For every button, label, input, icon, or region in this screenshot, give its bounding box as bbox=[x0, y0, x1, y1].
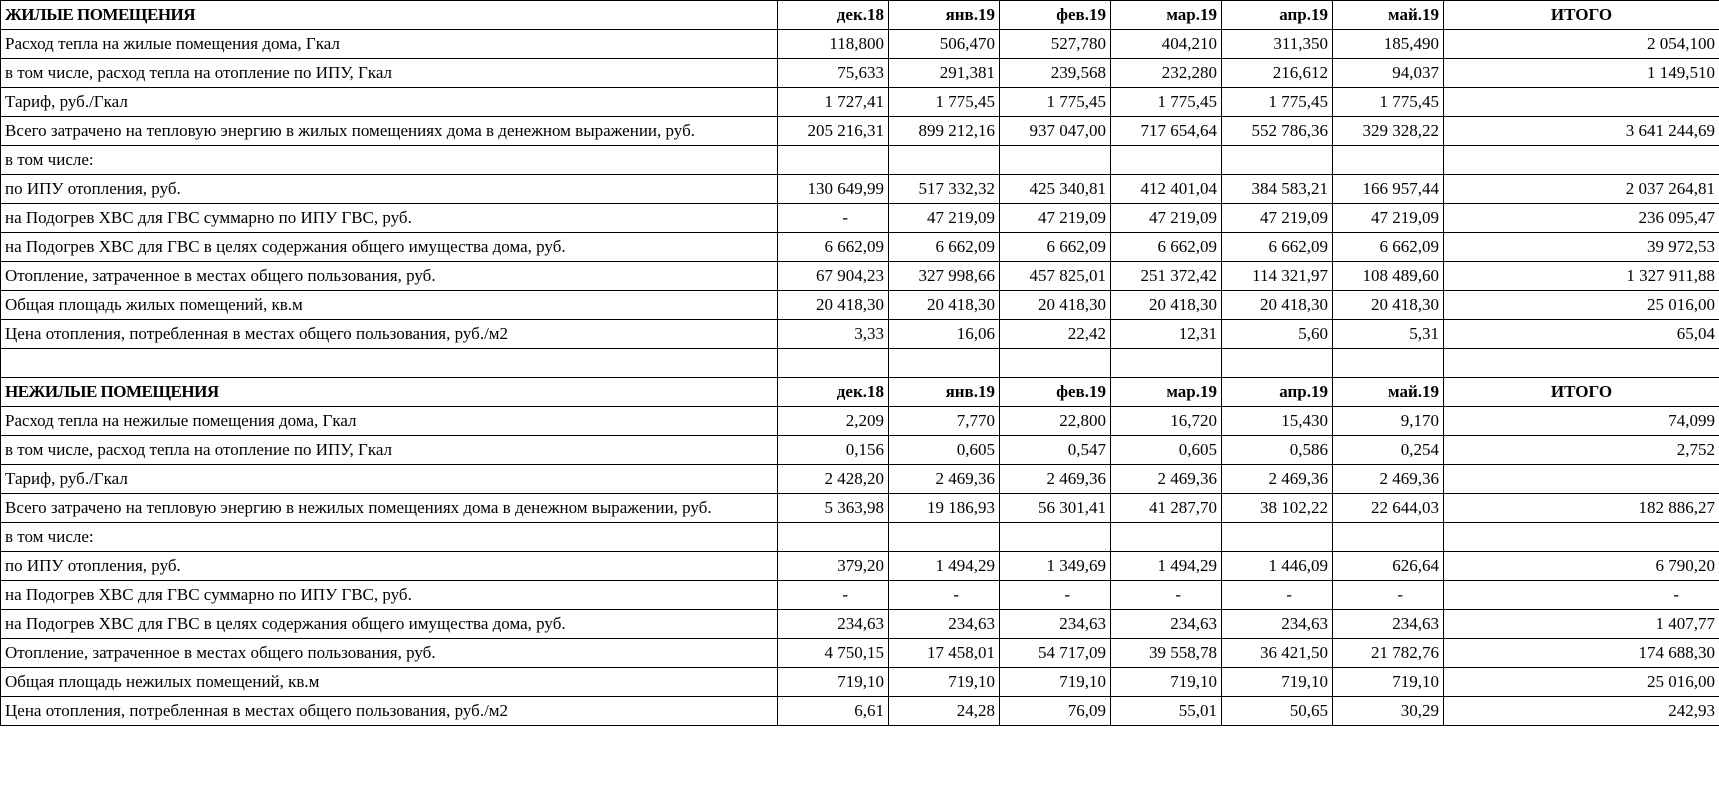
value-cell: 2 469,36 bbox=[1222, 465, 1333, 494]
value-cell: 22 644,03 bbox=[1333, 494, 1444, 523]
month-header: май.19 bbox=[1333, 1, 1444, 30]
row-label: в том числе: bbox=[1, 146, 778, 175]
month-header: фев.19 bbox=[1000, 378, 1111, 407]
value-cell: 6 662,09 bbox=[1333, 233, 1444, 262]
value-cell bbox=[889, 523, 1000, 552]
value-cell: 0,156 bbox=[778, 436, 889, 465]
value-cell: 1 775,45 bbox=[1000, 88, 1111, 117]
empty-cell bbox=[1333, 349, 1444, 378]
value-cell: 0,605 bbox=[1111, 436, 1222, 465]
empty-cell bbox=[1111, 349, 1222, 378]
value-cell: 47 219,09 bbox=[1333, 204, 1444, 233]
value-cell: 234,63 bbox=[1333, 610, 1444, 639]
value-cell: 114 321,97 bbox=[1222, 262, 1333, 291]
row-label: Тариф, руб./Гкал bbox=[1, 465, 778, 494]
table-row bbox=[1, 117, 1719, 146]
value-cell: - bbox=[1111, 581, 1222, 610]
table-row bbox=[1, 436, 1719, 465]
value-cell: 234,63 bbox=[778, 610, 889, 639]
value-cell: 1 775,45 bbox=[889, 88, 1000, 117]
empty-cell bbox=[889, 349, 1000, 378]
empty-cell bbox=[778, 349, 889, 378]
total-cell: 74,099 bbox=[1444, 407, 1719, 436]
value-cell: 24,28 bbox=[889, 697, 1000, 726]
value-cell: - bbox=[778, 204, 889, 233]
month-header: апр.19 bbox=[1222, 378, 1333, 407]
total-cell: 39 972,53 bbox=[1444, 233, 1719, 262]
value-cell: 55,01 bbox=[1111, 697, 1222, 726]
value-cell: 384 583,21 bbox=[1222, 175, 1333, 204]
value-cell: 47 219,09 bbox=[1000, 204, 1111, 233]
row-label: в том числе, расход тепла на отопление по ИПУ, Гкал bbox=[1, 436, 778, 465]
row-label: Тариф, руб./Гкал bbox=[1, 88, 778, 117]
value-cell: 6 662,09 bbox=[1111, 233, 1222, 262]
value-cell: 6 662,09 bbox=[1222, 233, 1333, 262]
value-cell bbox=[1222, 523, 1333, 552]
value-cell: 717 654,64 bbox=[1111, 117, 1222, 146]
value-cell: 2 469,36 bbox=[1333, 465, 1444, 494]
value-cell: 67 904,23 bbox=[778, 262, 889, 291]
value-cell: 47 219,09 bbox=[1111, 204, 1222, 233]
section-title: ЖИЛЫЕ ПОМЕЩЕНИЯ bbox=[1, 1, 778, 30]
row-label: на Подогрев ХВС для ГВС в целях содержания общего имущества дома, руб. bbox=[1, 233, 778, 262]
value-cell bbox=[1111, 146, 1222, 175]
value-cell: 1 446,09 bbox=[1222, 552, 1333, 581]
value-cell: - bbox=[1333, 581, 1444, 610]
value-cell: 0,586 bbox=[1222, 436, 1333, 465]
value-cell: 12,31 bbox=[1111, 320, 1222, 349]
total-cell: 236 095,47 bbox=[1444, 204, 1719, 233]
row-label: на Подогрев ХВС для ГВС в целях содержания общего имущества дома, руб. bbox=[1, 610, 778, 639]
total-cell: - bbox=[1444, 581, 1719, 610]
total-cell: 1 149,510 bbox=[1444, 59, 1719, 88]
value-cell: 379,20 bbox=[778, 552, 889, 581]
value-cell: 20 418,30 bbox=[1111, 291, 1222, 320]
month-header: дек.18 bbox=[778, 1, 889, 30]
value-cell: 22,42 bbox=[1000, 320, 1111, 349]
value-cell: - bbox=[778, 581, 889, 610]
value-cell: 216,612 bbox=[1222, 59, 1333, 88]
value-cell: 21 782,76 bbox=[1333, 639, 1444, 668]
value-cell: 3,33 bbox=[778, 320, 889, 349]
value-cell: - bbox=[889, 581, 1000, 610]
value-cell: 20 418,30 bbox=[1222, 291, 1333, 320]
table-row bbox=[1, 668, 1719, 697]
value-cell: 1 494,29 bbox=[1111, 552, 1222, 581]
table-row bbox=[1, 639, 1719, 668]
value-cell: 15,430 bbox=[1222, 407, 1333, 436]
row-label: по ИПУ отопления, руб. bbox=[1, 552, 778, 581]
value-cell: 1 727,41 bbox=[778, 88, 889, 117]
table-row bbox=[1, 320, 1719, 349]
value-cell: 6,61 bbox=[778, 697, 889, 726]
value-cell: 0,547 bbox=[1000, 436, 1111, 465]
value-cell: 166 957,44 bbox=[1333, 175, 1444, 204]
row-label: Расход тепла на жилые помещения дома, Гкал bbox=[1, 30, 778, 59]
value-cell: 234,63 bbox=[1111, 610, 1222, 639]
table-row bbox=[1, 523, 1719, 552]
month-header: фев.19 bbox=[1000, 1, 1111, 30]
table-row bbox=[1, 146, 1719, 175]
table-row bbox=[1, 291, 1719, 320]
value-cell: 232,280 bbox=[1111, 59, 1222, 88]
empty-cell bbox=[1, 349, 778, 378]
value-cell: 719,10 bbox=[889, 668, 1000, 697]
value-cell: 2 469,36 bbox=[889, 465, 1000, 494]
value-cell: 4 750,15 bbox=[778, 639, 889, 668]
value-cell: 517 332,32 bbox=[889, 175, 1000, 204]
value-cell: 457 825,01 bbox=[1000, 262, 1111, 291]
month-header: мар.19 bbox=[1111, 1, 1222, 30]
total-cell bbox=[1444, 146, 1719, 175]
value-cell: 719,10 bbox=[1333, 668, 1444, 697]
value-cell: 6 662,09 bbox=[778, 233, 889, 262]
table-row bbox=[1, 262, 1719, 291]
table-row bbox=[1, 407, 1719, 436]
section-header-row bbox=[1, 378, 1719, 407]
total-cell: 6 790,20 bbox=[1444, 552, 1719, 581]
value-cell: 2 469,36 bbox=[1000, 465, 1111, 494]
value-cell bbox=[1000, 523, 1111, 552]
total-cell: 2 037 264,81 bbox=[1444, 175, 1719, 204]
value-cell: 130 649,99 bbox=[778, 175, 889, 204]
value-cell: 719,10 bbox=[1222, 668, 1333, 697]
value-cell: - bbox=[1000, 581, 1111, 610]
value-cell: 1 349,69 bbox=[1000, 552, 1111, 581]
spacer-row bbox=[1, 349, 1719, 378]
table-row bbox=[1, 494, 1719, 523]
total-cell: 182 886,27 bbox=[1444, 494, 1719, 523]
value-cell: 38 102,22 bbox=[1222, 494, 1333, 523]
section-header-row bbox=[1, 1, 1719, 30]
row-label: в том числе: bbox=[1, 523, 778, 552]
value-cell: 0,254 bbox=[1333, 436, 1444, 465]
total-cell: 2,752 bbox=[1444, 436, 1719, 465]
empty-cell bbox=[1000, 349, 1111, 378]
value-cell: 22,800 bbox=[1000, 407, 1111, 436]
value-cell: 16,720 bbox=[1111, 407, 1222, 436]
value-cell bbox=[1333, 146, 1444, 175]
value-cell: 54 717,09 bbox=[1000, 639, 1111, 668]
row-label: Всего затрачено на тепловую энергию в нежилых помещениях дома в денежном выражении, руб. bbox=[1, 494, 778, 523]
value-cell: 234,63 bbox=[1000, 610, 1111, 639]
table-row bbox=[1, 175, 1719, 204]
value-cell: 56 301,41 bbox=[1000, 494, 1111, 523]
value-cell: 1 494,29 bbox=[889, 552, 1000, 581]
total-header: ИТОГО bbox=[1444, 1, 1719, 30]
month-header: янв.19 bbox=[889, 378, 1000, 407]
table-row bbox=[1, 465, 1719, 494]
row-label: Всего затрачено на тепловую энергию в жилых помещениях дома в денежном выражении, руб. bbox=[1, 117, 778, 146]
table-row bbox=[1, 552, 1719, 581]
value-cell: 552 786,36 bbox=[1222, 117, 1333, 146]
value-cell: 899 212,16 bbox=[889, 117, 1000, 146]
table-row bbox=[1, 610, 1719, 639]
value-cell: 527,780 bbox=[1000, 30, 1111, 59]
month-header: дек.18 bbox=[778, 378, 889, 407]
value-cell: 6 662,09 bbox=[889, 233, 1000, 262]
value-cell: 5,60 bbox=[1222, 320, 1333, 349]
empty-cell bbox=[1444, 349, 1719, 378]
value-cell: 19 186,93 bbox=[889, 494, 1000, 523]
value-cell: 20 418,30 bbox=[889, 291, 1000, 320]
value-cell: - bbox=[1222, 581, 1333, 610]
value-cell: 1 775,45 bbox=[1333, 88, 1444, 117]
value-cell: 412 401,04 bbox=[1111, 175, 1222, 204]
value-cell: 20 418,30 bbox=[1000, 291, 1111, 320]
value-cell: 311,350 bbox=[1222, 30, 1333, 59]
row-label: Цена отопления, потребленная в местах общего пользования, руб./м2 bbox=[1, 320, 778, 349]
value-cell: 20 418,30 bbox=[1333, 291, 1444, 320]
value-cell: 47 219,09 bbox=[1222, 204, 1333, 233]
value-cell: 251 372,42 bbox=[1111, 262, 1222, 291]
value-cell: 425 340,81 bbox=[1000, 175, 1111, 204]
month-header: май.19 bbox=[1333, 378, 1444, 407]
value-cell: 5,31 bbox=[1333, 320, 1444, 349]
value-cell: 2 469,36 bbox=[1111, 465, 1222, 494]
value-cell: 2,209 bbox=[778, 407, 889, 436]
month-header: мар.19 bbox=[1111, 378, 1222, 407]
value-cell: 20 418,30 bbox=[778, 291, 889, 320]
value-cell: 937 047,00 bbox=[1000, 117, 1111, 146]
row-label: по ИПУ отопления, руб. bbox=[1, 175, 778, 204]
value-cell: 30,29 bbox=[1333, 697, 1444, 726]
value-cell: 626,64 bbox=[1333, 552, 1444, 581]
total-cell bbox=[1444, 88, 1719, 117]
row-label: Общая площадь жилых помещений, кв.м bbox=[1, 291, 778, 320]
value-cell: 291,381 bbox=[889, 59, 1000, 88]
value-cell bbox=[1333, 523, 1444, 552]
value-cell: 329 328,22 bbox=[1333, 117, 1444, 146]
total-cell: 2 054,100 bbox=[1444, 30, 1719, 59]
row-label: в том числе, расход тепла на отопление по ИПУ, Гкал bbox=[1, 59, 778, 88]
row-label: на Подогрев ХВС для ГВС суммарно по ИПУ ГВС, руб. bbox=[1, 581, 778, 610]
row-label: Общая площадь нежилых помещений, кв.м bbox=[1, 668, 778, 697]
value-cell: 75,633 bbox=[778, 59, 889, 88]
value-cell bbox=[1111, 523, 1222, 552]
table-body bbox=[1, 1, 1719, 726]
value-cell: 118,800 bbox=[778, 30, 889, 59]
value-cell: 39 558,78 bbox=[1111, 639, 1222, 668]
section-title: НЕЖИЛЫЕ ПОМЕЩЕНИЯ bbox=[1, 378, 778, 407]
table-row bbox=[1, 204, 1719, 233]
total-cell: 1 407,77 bbox=[1444, 610, 1719, 639]
value-cell bbox=[778, 146, 889, 175]
total-cell: 1 327 911,88 bbox=[1444, 262, 1719, 291]
value-cell: 719,10 bbox=[778, 668, 889, 697]
value-cell: 1 775,45 bbox=[1111, 88, 1222, 117]
total-cell: 242,93 bbox=[1444, 697, 1719, 726]
table-row bbox=[1, 581, 1719, 610]
row-label: Отопление, затраченное в местах общего пользования, руб. bbox=[1, 262, 778, 291]
value-cell: 234,63 bbox=[1222, 610, 1333, 639]
total-header: ИТОГО bbox=[1444, 378, 1719, 407]
table-row bbox=[1, 30, 1719, 59]
row-label: Цена отопления, потребленная в местах общего пользования, руб./м2 bbox=[1, 697, 778, 726]
total-cell bbox=[1444, 465, 1719, 494]
value-cell: 36 421,50 bbox=[1222, 639, 1333, 668]
value-cell: 0,605 bbox=[889, 436, 1000, 465]
month-header: апр.19 bbox=[1222, 1, 1333, 30]
value-cell bbox=[1222, 146, 1333, 175]
table-row bbox=[1, 88, 1719, 117]
value-cell: 41 287,70 bbox=[1111, 494, 1222, 523]
value-cell: 719,10 bbox=[1111, 668, 1222, 697]
row-label: Отопление, затраченное в местах общего пользования, руб. bbox=[1, 639, 778, 668]
value-cell: 719,10 bbox=[1000, 668, 1111, 697]
value-cell: 327 998,66 bbox=[889, 262, 1000, 291]
month-header: янв.19 bbox=[889, 1, 1000, 30]
total-cell: 65,04 bbox=[1444, 320, 1719, 349]
value-cell: 50,65 bbox=[1222, 697, 1333, 726]
empty-cell bbox=[1222, 349, 1333, 378]
value-cell: 1 775,45 bbox=[1222, 88, 1333, 117]
value-cell: 205 216,31 bbox=[778, 117, 889, 146]
value-cell: 47 219,09 bbox=[889, 204, 1000, 233]
value-cell: 76,09 bbox=[1000, 697, 1111, 726]
total-cell: 174 688,30 bbox=[1444, 639, 1719, 668]
row-label: на Подогрев ХВС для ГВС суммарно по ИПУ ГВС, руб. bbox=[1, 204, 778, 233]
value-cell: 239,568 bbox=[1000, 59, 1111, 88]
value-cell: 2 428,20 bbox=[778, 465, 889, 494]
value-cell: 234,63 bbox=[889, 610, 1000, 639]
total-cell bbox=[1444, 523, 1719, 552]
value-cell: 108 489,60 bbox=[1333, 262, 1444, 291]
value-cell: 404,210 bbox=[1111, 30, 1222, 59]
value-cell: 5 363,98 bbox=[778, 494, 889, 523]
value-cell bbox=[778, 523, 889, 552]
table-row bbox=[1, 59, 1719, 88]
table-row bbox=[1, 233, 1719, 262]
value-cell: 506,470 bbox=[889, 30, 1000, 59]
value-cell: 185,490 bbox=[1333, 30, 1444, 59]
total-cell: 25 016,00 bbox=[1444, 291, 1719, 320]
value-cell: 9,170 bbox=[1333, 407, 1444, 436]
value-cell: 17 458,01 bbox=[889, 639, 1000, 668]
value-cell: 6 662,09 bbox=[1000, 233, 1111, 262]
value-cell bbox=[1000, 146, 1111, 175]
value-cell: 7,770 bbox=[889, 407, 1000, 436]
value-cell bbox=[889, 146, 1000, 175]
total-cell: 3 641 244,69 bbox=[1444, 117, 1719, 146]
table-row bbox=[1, 697, 1719, 726]
value-cell: 16,06 bbox=[889, 320, 1000, 349]
row-label: Расход тепла на нежилые помещения дома, Гкал bbox=[1, 407, 778, 436]
value-cell: 94,037 bbox=[1333, 59, 1444, 88]
total-cell: 25 016,00 bbox=[1444, 668, 1719, 697]
